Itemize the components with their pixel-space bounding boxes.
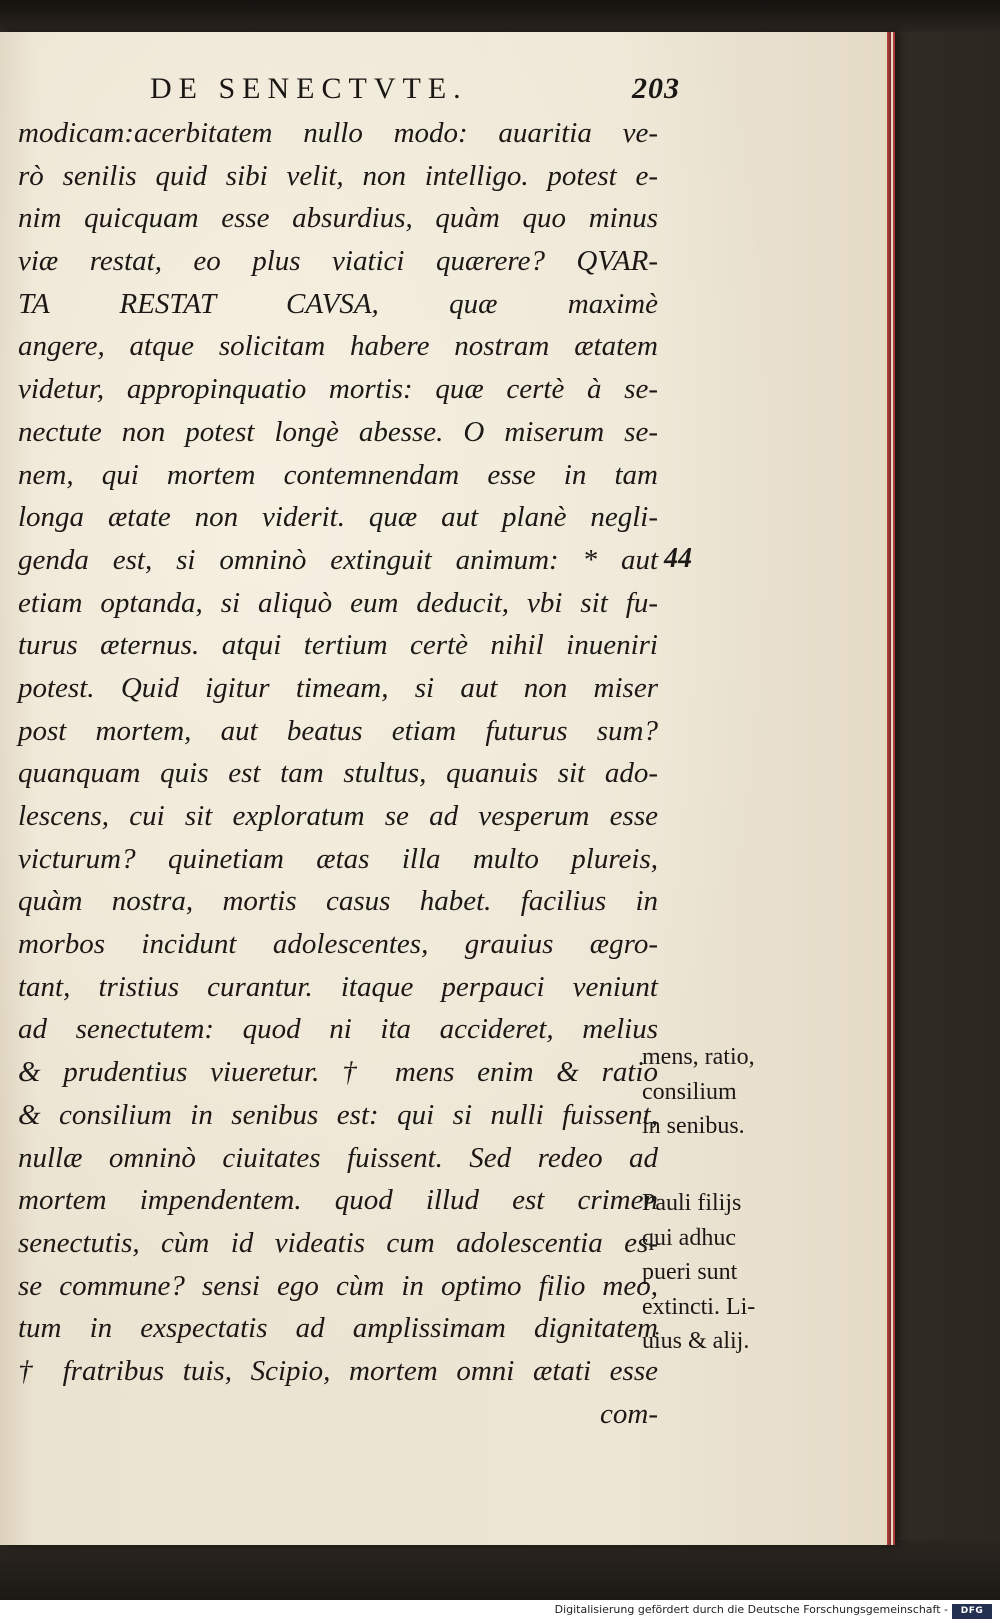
text-line: senectutis, cùm id videatis cum adolescentia es- [18, 1226, 658, 1259]
text-line: angere, atque solicitam habere nostram ætatem [18, 330, 658, 363]
body-text [18, 112, 658, 1435]
text-line: viæ restat, eo plus viatici quærere? QVAR- [18, 245, 658, 278]
text-line: mortem impendentem. quod illud est crimen [18, 1184, 658, 1217]
text-line: nem, qui mortem contemnendam esse in tam [18, 458, 658, 491]
text-line: turus æternus. atqui tertium certè nihil inueniri [18, 629, 658, 662]
text-line: tant, tristius curantur. itaque perpauci veniunt [18, 970, 658, 1003]
margin-note-line: in senibus. [642, 1113, 745, 1139]
scan-bottom-edge [0, 1540, 1000, 1600]
text-line: modicam:acerbitatem nullo modo: auaritia ve- [18, 117, 658, 149]
text-line: se commune? sensi ego cùm in optimo filio meo, [18, 1269, 658, 1302]
margin-note-line: pueri sunt [642, 1259, 738, 1285]
text-line: tum in exspectatis ad amplissimam dignitatem [18, 1312, 658, 1345]
margin-note-1 [642, 1040, 812, 1144]
text-line: rò senilis quid sibi velit, non intelligo. potest e- [18, 159, 658, 192]
footer-credit: Digitalisierung gefördert durch die Deutsche Forschungsgemeinschaft - [554, 1603, 948, 1616]
scan-top-edge [0, 0, 1000, 32]
margin-note-line: Pauli filijs [642, 1190, 742, 1216]
text-line: quàm nostra, mortis casus habet. facilius in [18, 885, 658, 918]
text-line: etiam optanda, si aliquò eum deducit, vbi sit fu- [18, 586, 658, 619]
text-line: quanquam quis est tam stultus, quanuis sit ado- [18, 757, 658, 790]
page-red-edge [887, 32, 891, 1545]
text-line: † fratribus tuis, Scipio, mortem omni ætati esse [18, 1354, 658, 1387]
running-head [150, 68, 680, 110]
digitization-footer [0, 1600, 1000, 1623]
text-line: TA RESTAT CAVSA, quæ maximè [18, 287, 658, 320]
margin-note-line: qui adhuc [642, 1224, 736, 1251]
text-line: post mortem, aut beatus etiam futurus sum? [18, 714, 658, 747]
catchword: com- [600, 1397, 658, 1430]
text-line: nim quicquam esse absurdius, quàm quo minus [18, 202, 658, 235]
text-line: nullæ omninò ciuitates fuissent. Sed redeo ad [18, 1141, 658, 1174]
page-number: 203 [632, 72, 680, 105]
margin-note-line: uius & alij. [642, 1328, 750, 1354]
text-line: victurum? quinetiam ætas illa multo plureis, [18, 842, 658, 875]
margin-note-line: consilium [642, 1078, 737, 1105]
margin-note-2 [642, 1186, 812, 1359]
running-head-title: DE SENECTVTE. [150, 72, 468, 105]
text-line: & prudentius viueretur. † mens enim & ratio [18, 1056, 658, 1089]
dfg-logo: DFG [952, 1604, 992, 1619]
margin-note-line: mens, ratio, [642, 1044, 755, 1070]
margin-number: 44 [664, 543, 692, 574]
text-line: videtur, appropinquatio mortis: quæ certè à se- [18, 373, 658, 406]
text-line: lescens, cui sit exploratum se ad vesperum esse [18, 800, 658, 832]
text-line: ad senectutem: quod ni ita accideret, melius [18, 1013, 658, 1046]
margin-note-line: extincti. Li- [642, 1293, 756, 1320]
text-line: nectute non potest longè abesse. O miserum se- [18, 415, 658, 448]
text-line: & consilium in senibus est: qui si nulli fuissent, [18, 1098, 658, 1131]
text-line: morbos incidunt adolescentes, grauius ægro- [18, 928, 658, 961]
text-line: longa ætate non viderit. quæ aut planè negli- [18, 501, 658, 534]
text-line: genda est, si omninò extinguit animum: * aut [18, 543, 658, 576]
text-line: potest. Quid igitur timeam, si aut non miser [18, 671, 658, 704]
